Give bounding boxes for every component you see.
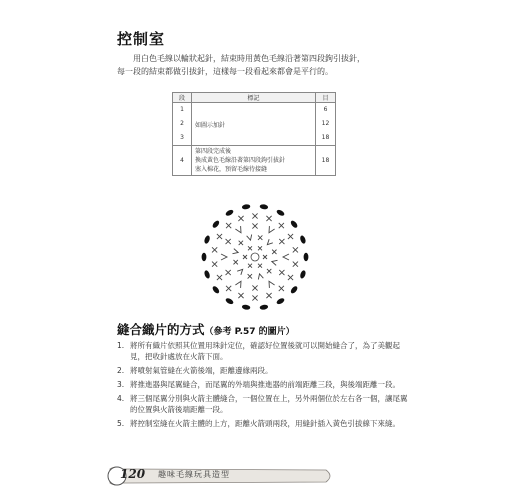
stitch-x-icon <box>288 234 293 239</box>
stitch-x-icon <box>272 250 276 254</box>
stitch-v-icon <box>235 226 243 234</box>
stitch-v-icon <box>257 273 263 279</box>
step-number: 3. <box>117 380 125 389</box>
page-footer <box>106 465 346 487</box>
stitch-v-icon <box>266 226 274 234</box>
slip-stitch-icon <box>304 253 309 261</box>
stitch-x-icon <box>293 262 298 267</box>
pattern-table <box>172 92 336 176</box>
stitch-x-icon <box>266 293 271 298</box>
step-text: 將控制室縫在火箭主體的上方，距離火箭頭兩段，用縫針插入黃色引拔線下來縫。 <box>130 419 400 428</box>
step-number: 5. <box>117 419 125 428</box>
mark-line: 換成黃色毛線沿著第四段鉤引拔針 <box>195 157 286 164</box>
stitch-v-icon <box>283 254 289 260</box>
round-cell: 2 <box>180 120 184 127</box>
slip-stitch-icon <box>203 235 210 245</box>
intro-line-2: 每一段的結束都做引拔針，這樣每一段看起來都會是平行的。 <box>117 67 333 76</box>
page-number: 120 <box>120 467 146 481</box>
stitch-x-icon <box>217 275 222 280</box>
stitch-x-icon <box>267 269 271 273</box>
stitch-x-icon <box>233 260 237 264</box>
count-cell: 6 <box>323 106 328 113</box>
step-number: 1. <box>117 341 125 350</box>
step-text: 將推進器與尾翼縫合，而尾翼的外端與推進器的前端距離三段，與後端距離一段。 <box>130 380 400 389</box>
crochet-stitch-chart <box>196 198 314 316</box>
list-item <box>117 379 411 390</box>
mark-line: 塞入棉花，預留毛線待接縫 <box>195 166 268 173</box>
sewing-steps-list <box>117 340 411 432</box>
count-cell: 12 <box>321 120 330 127</box>
stitch-v-icon <box>237 267 244 274</box>
stitch-x-icon <box>252 285 257 290</box>
stitch-x-icon <box>212 262 217 267</box>
table-header-row <box>173 93 336 103</box>
section-title-control-room: 控制室 <box>117 30 166 48</box>
stitch-x-icon <box>217 234 222 239</box>
slip-stitch-icon <box>259 304 268 310</box>
slip-stitch-icon <box>299 270 306 280</box>
slip-stitch-icon <box>259 204 268 210</box>
slip-stitch-icon <box>203 270 210 280</box>
stitch-x-icon <box>238 216 243 221</box>
mark-line: 第四段完成後 <box>195 148 232 155</box>
stitch-x-icon <box>279 223 284 228</box>
slip-stitch-icon <box>211 219 220 229</box>
stitch-x-icon <box>288 275 293 280</box>
slip-stitch-icon <box>202 253 207 261</box>
slip-stitch-icon <box>299 235 306 245</box>
table-row <box>173 103 336 146</box>
table-row <box>173 146 336 176</box>
list-item <box>117 340 411 362</box>
count-cell-group <box>316 103 336 146</box>
list-item <box>117 365 411 376</box>
round-cell: 1 <box>180 106 184 113</box>
sewing-title-note: （參考 P.57 的圖片） <box>204 327 295 337</box>
stitch-x-icon <box>279 270 284 275</box>
mark-cell: 如圖示加針 <box>195 121 226 129</box>
stitch-x-icon <box>258 246 262 250</box>
step-text: 將噴射氣管縫在火箭後端，距離邊緣兩段。 <box>130 366 273 375</box>
stitch-x-icon <box>252 223 257 228</box>
round-cell-group <box>173 103 192 146</box>
slip-stitch-icon <box>225 209 235 217</box>
magic-ring-icon <box>251 253 259 261</box>
stitch-x-icon <box>226 239 231 244</box>
list-item <box>117 393 411 415</box>
stitch-x-icon <box>226 223 231 228</box>
header-round: 段 <box>173 93 192 103</box>
stitch-x-icon <box>248 246 252 250</box>
section-title-sewing <box>117 320 295 338</box>
list-item <box>117 418 411 429</box>
mark-cell-group <box>192 103 316 146</box>
step-number: 4. <box>117 394 125 403</box>
stitch-x-icon <box>226 270 231 275</box>
stitch-x-icon <box>248 264 252 268</box>
mark-cell <box>192 146 316 176</box>
stitch-x-icon <box>252 213 257 218</box>
slip-stitch-icon <box>290 285 299 295</box>
slip-stitch-icon <box>276 209 286 217</box>
step-text: 將所有織片依照其位置用珠針定位，確認好位置後就可以開始縫合了，為了美觀起見，把收針處放在火箭下面。 <box>130 341 400 361</box>
sewing-title-text: 縫合織片的方式 <box>117 322 205 337</box>
stitch-x-icon <box>226 286 231 291</box>
stitch-v-icon <box>247 234 253 240</box>
stitch-x-icon <box>266 216 271 221</box>
stitch-x-icon <box>258 235 262 239</box>
count-cell: 18 <box>316 146 336 176</box>
stitch-x-icon <box>212 247 217 252</box>
stitch-x-icon <box>248 274 252 278</box>
stitch-x-icon <box>258 264 262 268</box>
round-cell: 3 <box>180 134 184 141</box>
stitch-x-icon <box>263 255 267 259</box>
stitch-v-icon <box>235 280 243 288</box>
stitch-v-icon <box>221 254 227 260</box>
header-mark: 標記 <box>192 93 316 103</box>
slip-stitch-icon <box>242 304 251 310</box>
slip-stitch-icon <box>276 297 286 305</box>
stitch-v-icon <box>232 249 238 255</box>
header-count: 目 <box>316 93 336 103</box>
intro-line-1: 用白色毛線以輪狀起針，結束時用黃色毛線沿著第四段鉤引拔針， <box>133 54 365 63</box>
book-title-label: 趣味毛線玩具造型 <box>158 470 230 479</box>
stitch-v-icon <box>266 280 274 288</box>
stitch-x-icon <box>252 295 257 300</box>
stitch-x-icon <box>279 286 284 291</box>
stitch-x-icon <box>279 239 284 244</box>
stitch-v-icon <box>265 239 272 246</box>
slip-stitch-icon <box>211 285 220 295</box>
stitch-x-icon <box>239 241 243 245</box>
stitch-v-icon <box>271 259 277 265</box>
count-cell: 18 <box>321 134 330 141</box>
stitch-x-icon <box>243 255 247 259</box>
step-number: 2. <box>117 366 125 375</box>
slip-stitch-icon <box>290 219 299 229</box>
slip-stitch-icon <box>225 297 235 305</box>
intro-paragraph <box>117 52 417 78</box>
step-text: 將三個尾翼分別與火箭主體縫合，一個位置在上，另外兩個位於左右各一個，讓尾翼的位置與火箭後端距離一段。 <box>130 394 408 414</box>
round-cell: 4 <box>173 146 192 176</box>
stitch-x-icon <box>293 247 298 252</box>
slip-stitch-icon <box>242 204 251 210</box>
stitch-x-icon <box>238 293 243 298</box>
